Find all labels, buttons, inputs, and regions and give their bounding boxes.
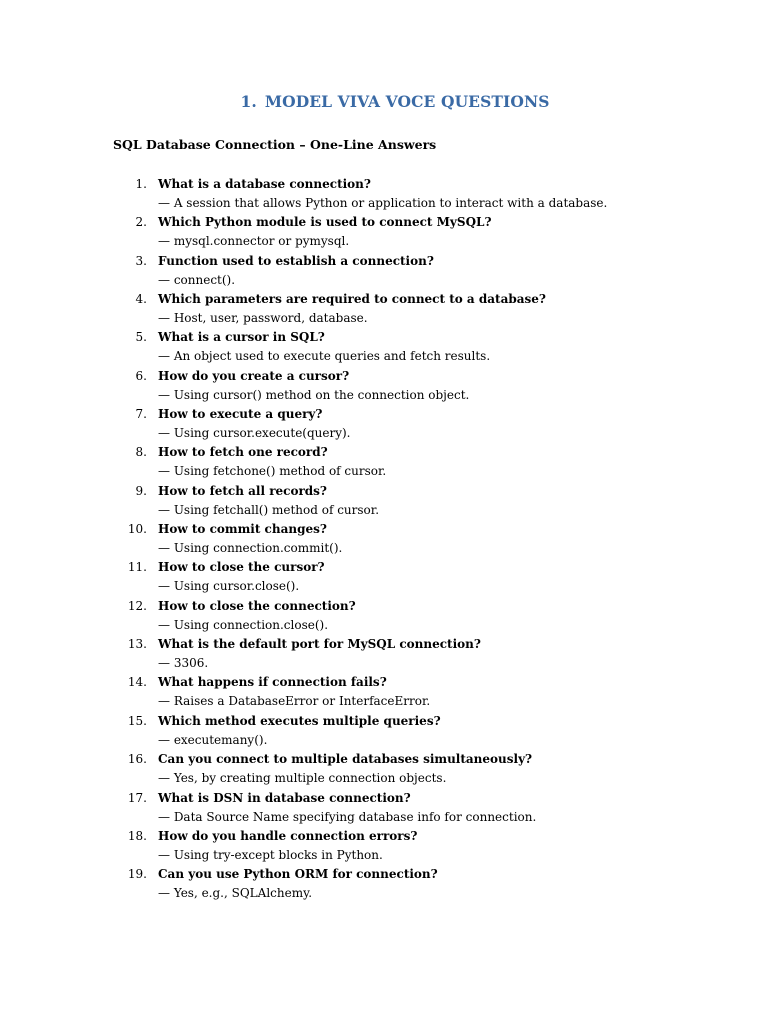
question-text: How do you create a cursor? [158,368,350,383]
question-number: 7. [135,407,147,422]
answer-text: — executemany(). [158,732,268,747]
list-item [112,673,672,711]
answer-text: — Using connection.commit(). [158,541,343,556]
list-item [112,789,672,827]
list-item [112,175,672,213]
answer-text: — Using fetchone() method of cursor. [158,464,387,479]
list-item [112,405,672,443]
question-number: 18. [127,828,147,843]
question-number: 3. [135,253,147,268]
answer-text: — Yes, by creating multiple connection objects. [158,771,447,786]
question-number: 10. [127,522,147,537]
question-text: What is the default port for MySQL connection? [158,637,481,652]
answer-text: — Host, user, password, database. [158,311,368,326]
answer-text: — A session that allows Python or application to interact with a database. [158,196,608,210]
question-number: 13. [127,637,147,652]
question-text: Function used to establish a connection? [158,253,434,268]
list-item [112,482,672,520]
answer-text: — Using fetchall() method of cursor. [158,502,380,517]
question-list [112,175,672,904]
question-number: 4. [135,292,147,307]
section-heading: SQL Database Connection – One-Line Answers [113,137,437,152]
question-text: What happens if connection fails? [158,675,387,690]
page-title [0,92,768,111]
question-number: 14. [127,675,147,690]
list-item [112,520,672,558]
question-number: 9. [135,483,147,498]
question-text: How to execute a query? [158,407,323,422]
question-number: 1. [135,177,147,191]
question-text: How to fetch one record? [158,445,328,460]
question-text: How to fetch all records? [158,483,327,498]
question-text: How do you handle connection errors? [158,828,418,843]
title-text: MODEL VIVA VOCE QUESTIONS [264,92,550,111]
question-text: What is a database connection? [158,177,371,191]
answer-text: — mysql.connector or pymysql. [158,234,350,249]
answer-text: — connect(). [158,272,236,287]
list-item [112,290,672,328]
question-text: What is DSN in database connection? [158,790,411,805]
question-number: 2. [135,215,147,230]
question-text: Which Python module is used to connect MySQL? [158,215,492,230]
list-item [112,367,672,405]
list-item [112,558,672,596]
question-number: 17. [127,790,147,805]
question-number: 12. [127,598,147,613]
question-number: 15. [127,713,147,728]
question-text: Can you use Python ORM for connection? [158,867,438,882]
question-number: 11. [127,560,147,575]
answer-text: — Yes, e.g., SQLAlchemy. [158,886,313,901]
question-text: How to commit changes? [158,522,327,537]
list-item [112,827,672,865]
question-number: 5. [135,330,147,345]
list-item [112,252,672,290]
answer-text: — Using cursor.close(). [158,579,300,594]
question-text: Which parameters are required to connect to a database? [158,292,546,307]
answer-text: — Using try-except blocks in Python. [158,847,383,862]
list-item [112,443,672,481]
question-number: 19. [127,867,147,882]
list-item [112,213,672,251]
title-number: 1. [240,92,257,111]
list-item [112,712,672,750]
question-text: How to close the connection? [158,598,356,613]
question-number: 16. [127,752,147,767]
answer-text: — Data Source Name specifying database info for connection. [158,809,537,824]
question-text: How to close the cursor? [158,560,325,575]
answer-text: — An object used to execute queries and fetch results. [158,349,491,364]
list-item [112,328,672,366]
list-item [112,597,672,635]
list-item [112,750,672,788]
answer-text: — 3306. [158,656,209,671]
question-text: What is a cursor in SQL? [158,330,325,345]
answer-text: — Using cursor.execute(query). [158,426,351,441]
question-number: 8. [135,445,147,460]
question-text: Which method executes multiple queries? [158,713,441,728]
answer-text: — Raises a DatabaseError or InterfaceError. [158,694,431,709]
list-item [112,865,672,903]
question-number: 6. [135,368,147,383]
question-text: Can you connect to multiple databases simultaneously? [158,752,533,767]
list-item [112,635,672,673]
answer-text: — Using connection.close(). [158,617,329,632]
answer-text: — Using cursor() method on the connection object. [158,387,470,402]
